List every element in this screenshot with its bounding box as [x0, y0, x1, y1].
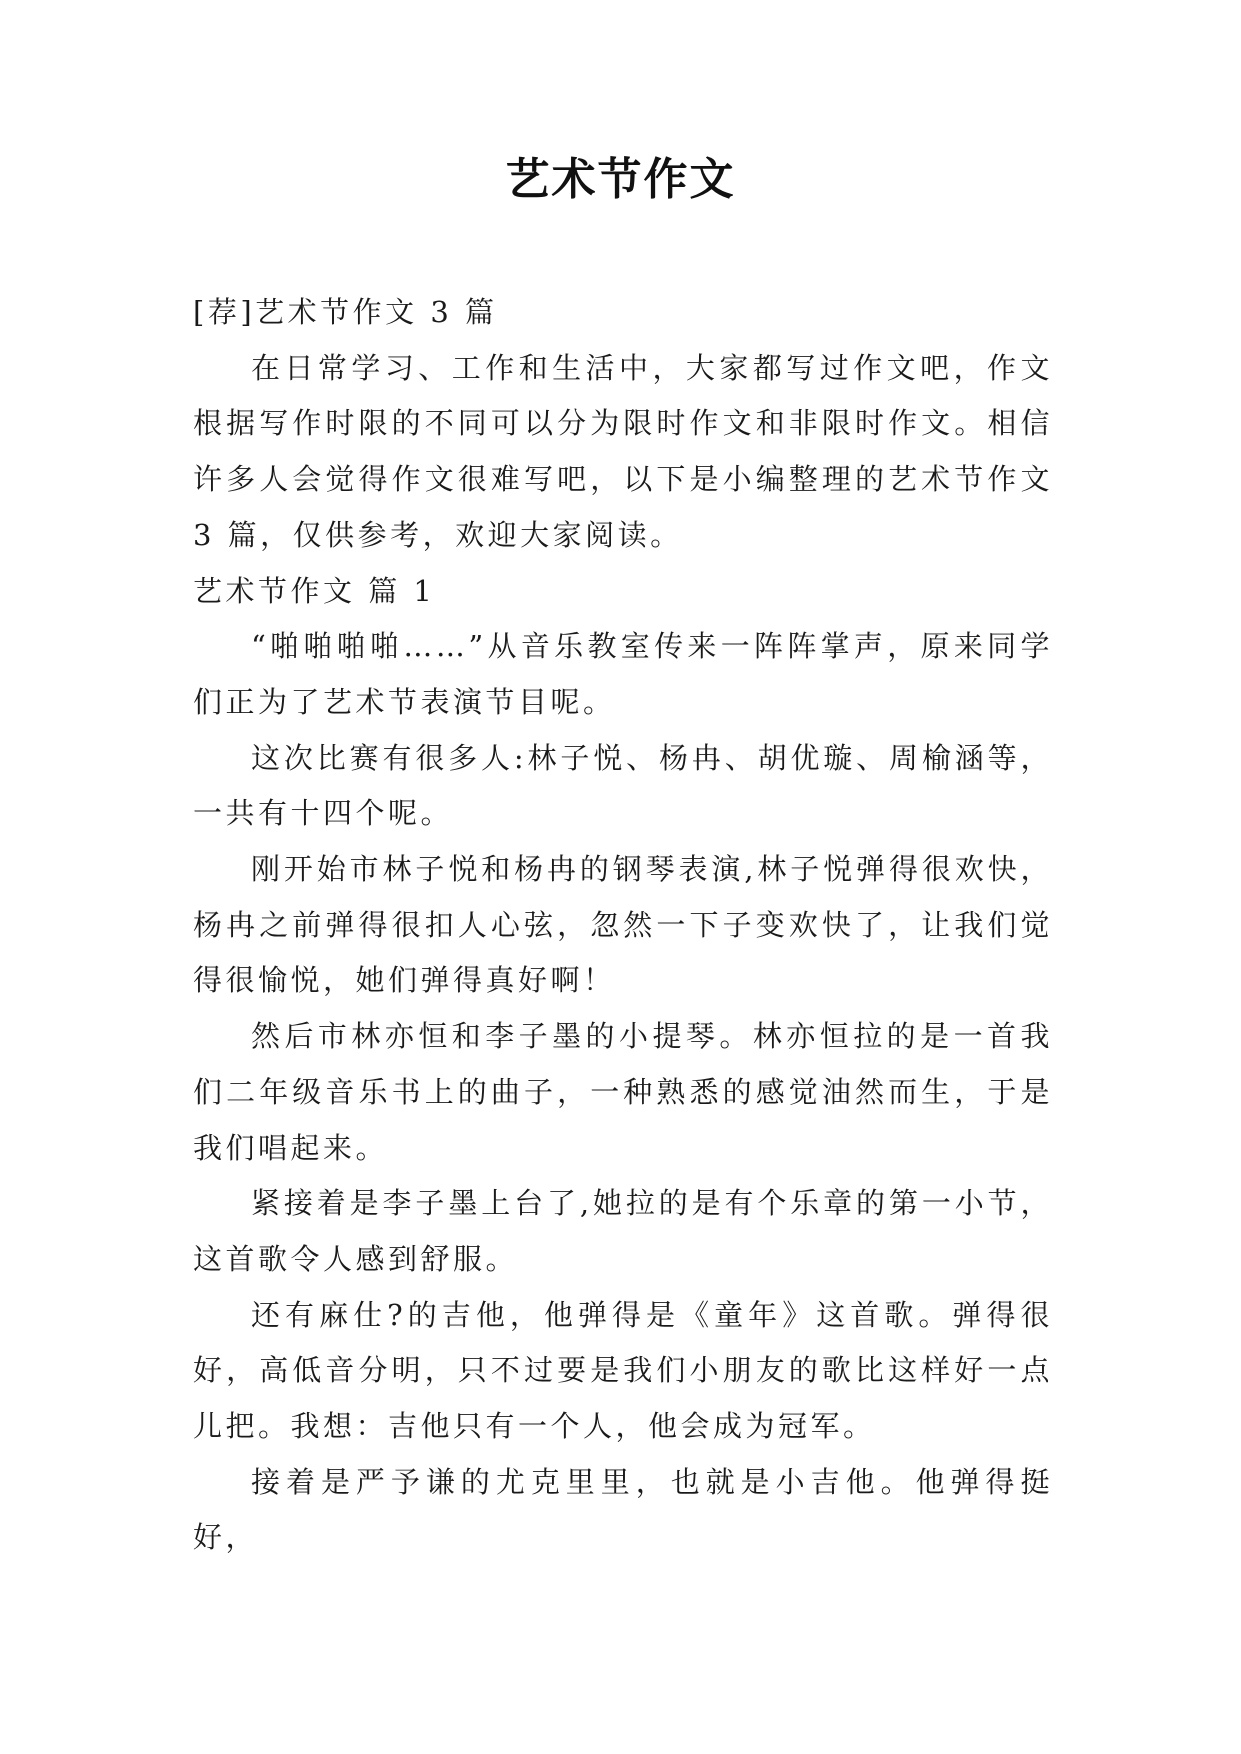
paragraph: 在日常学习、工作和生活中，大家都写过作文吧，作文根据写作时限的不同可以分为限时作文和非限时作文。相信许多人会觉得作文很难写吧，以下是小编整理的艺术节作文 3 篇，仅供参考，欢迎大家阅读。	[193, 350, 1053, 552]
paragraph: 接着是严予谦的尤克里里，也就是小吉他。他弹得挺好，	[193, 1464, 1053, 1555]
paragraph: 这次比赛有很多人:林子悦、杨冉、胡优璇、周榆涵等，一共有十四个呢。	[193, 740, 1053, 831]
paragraph: “啪啪啪啪……”从音乐教室传来一阵阵掌声，原来同学们正为了艺术节表演节目呢。	[193, 629, 1053, 719]
paragraph: 紧接着是李子墨上台了,她拉的是有个乐章的第一小节，这首歌令人感到舒服。	[193, 1186, 1053, 1276]
document-body	[193, 285, 1053, 1566]
paragraph: 刚开始市林子悦和杨冉的钢琴表演,林子悦弹得很欢快，杨冉之前弹得很扣人心弦，忽然一下子变欢快了，让我们觉得很愉悦，她们弹得真好啊！	[193, 852, 1053, 998]
paragraph: 然后市林亦恒和李子墨的小提琴。林亦恒拉的是一首我们二年级音乐书上的曲子，一种熟悉的感觉油然而生，于是我们唱起来。	[193, 1019, 1053, 1165]
section-heading: 艺术节作文 篇 1	[193, 573, 436, 608]
paragraph: [荐]艺术节作文 3 篇	[193, 295, 498, 329]
page-title: 艺术节作文	[505, 154, 736, 205]
paragraph: 还有麻仕?的吉他，他弹得是《童年》这首歌。弹得很好，高低音分明，只不过要是我们小朋友的歌比这样好一点儿把。我想：吉他只有一个人，他会成为冠军。	[193, 1297, 1053, 1444]
